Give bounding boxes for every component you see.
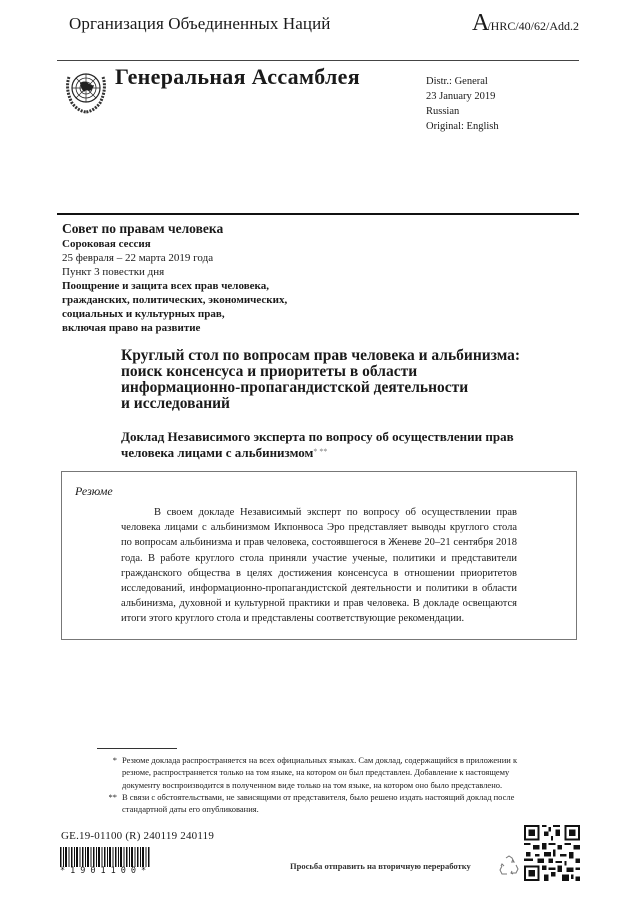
agenda-title-line: включая право на развитие [62, 322, 201, 334]
agenda-item: Пункт 3 повестки дня [62, 266, 165, 278]
agenda-title-line: социальных и культурных прав, [62, 308, 225, 320]
barcode-number: *1901100* [60, 866, 152, 876]
title-line: поиск консенсуса и приоритеты в области [121, 363, 418, 380]
agenda-title-line: Поощрение и защита всех прав человека, [62, 280, 269, 292]
summary-label: Резюме [75, 484, 113, 498]
section-rule [57, 213, 579, 215]
session-name: Сороковая сессия [62, 238, 151, 250]
session-dates: 25 февраля – 22 марта 2019 года [62, 252, 214, 264]
footnote-marks: * ** [313, 447, 328, 456]
agenda-title-line: гражданских, политических, экономических, [62, 294, 288, 306]
barcode-icon [60, 847, 151, 867]
document-subtitle [121, 429, 514, 460]
distr-language: Russian [426, 106, 460, 117]
header-rule [57, 60, 579, 61]
footnote [97, 791, 521, 816]
organization-name: Организация Объединенных Наций [69, 14, 331, 33]
body-name: Генеральная Ассамблея [115, 64, 360, 89]
subtitle-line-2 [121, 444, 514, 460]
footnotes [97, 754, 521, 815]
document-title [121, 348, 520, 412]
footnote [97, 754, 521, 791]
title-line: Круглый стол по вопросам прав человека и альбинизма: [121, 347, 521, 364]
job-number: GE.19-01100 (R) 240119 240119 [61, 830, 215, 842]
title-line: информационно-пропагандистской деятельности [121, 379, 469, 396]
un-emblem-icon [62, 65, 110, 115]
qr-code-icon [524, 825, 580, 881]
distr-original: Original: English [426, 121, 499, 132]
distr-line: Distr.: General [426, 76, 488, 87]
footnote-rule [97, 748, 177, 749]
footnote-mark: * [112, 755, 117, 765]
subtitle-line: Доклад Независимого эксперта по вопросу об осуществлении прав [121, 429, 514, 444]
council-name: Совет по правам человека [62, 221, 224, 236]
distribution-info [426, 74, 499, 134]
recycle-icon [497, 854, 521, 878]
footnote-text: В связи с обстоятельствами, не зависящими от представителя, было решено издать настоящий доклад после стандартной даты его опубликования. [122, 791, 515, 815]
symbol-suffix: /HRC/40/62/Add.2 [487, 19, 579, 33]
footnote-mark: ** [108, 791, 117, 802]
footnote-text: Резюме доклада распространяется на всех официальных языках. Сам доклад, содержащийся в приложении к резюме, распространяется только на том языке, на котором он был представлен. Добавление к настоящему документу воспроизводится в полученном виде только на том языке, на котором оно было представлено. [122, 755, 518, 790]
recycle-text: Просьба отправить на вторичную переработку [290, 861, 471, 871]
title-line: и исследований [121, 395, 230, 412]
subtitle-text: человека лицами с альбинизмом [121, 445, 314, 460]
symbol-prefix: A [471, 10, 488, 36]
summary-text: В своем докладе Независимый эксперт по вопросу об осуществлении прав человека лицами с альбинизмом Икпонвоса Эро представляет выводы круглого стола по вопросам альбинизма и прав человека, состоявшегося в Женеве 20–21 сентября 2018 года. В работе круглого стола приняли участие ученые, политики и представители гражданского общества в целях достижения консенсуса в отношении приоритетов исследований, информационно-пропагандистской деятельности и политики в области альбинизма, духовной и культурной практики и прав человека. В докладе освещаются итоги этого круглого стола и представлены соответствующие рекомендации. [121, 507, 517, 625]
document-symbol [472, 10, 579, 37]
session-info [62, 222, 287, 335]
distr-date: 23 January 2019 [426, 91, 496, 102]
